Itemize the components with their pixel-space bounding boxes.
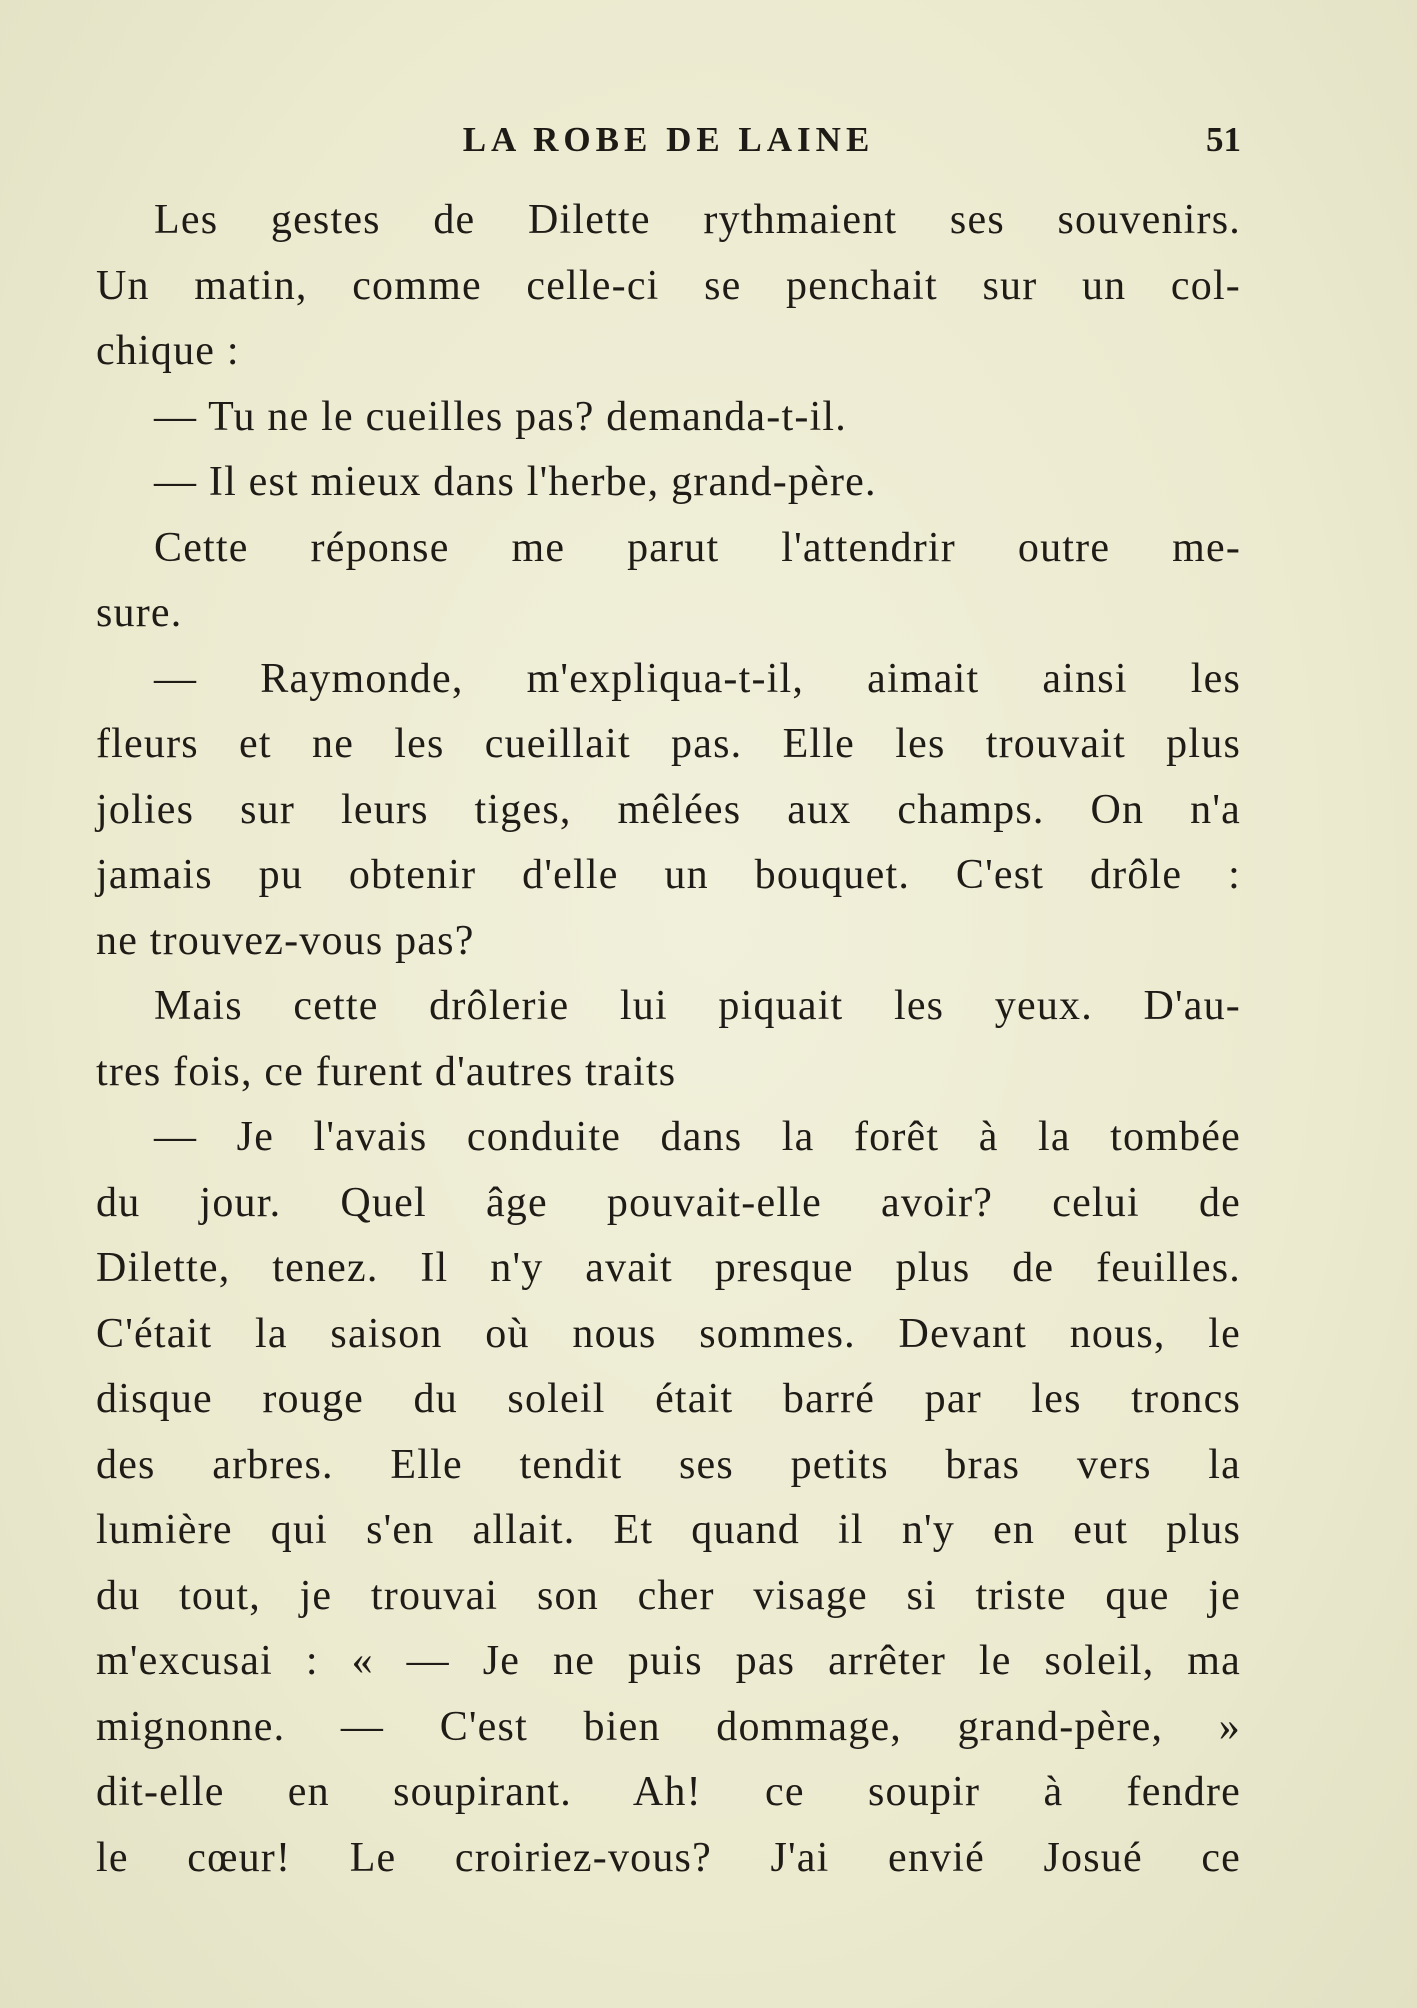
text-line: Mais cette drôlerie lui piquait les yeux. D'au-: [154, 983, 1241, 1029]
text-line: jolies sur leurs tiges, mêlées aux champs. On n'a: [96, 786, 1241, 833]
body-text: [96, 188, 1241, 1891]
text-line: — Tu ne le cueilles pas? demanda-t-il.: [154, 393, 847, 440]
text-line: C'était la saison où nous sommes. Devant nous, le: [96, 1310, 1241, 1357]
text-line: sure.: [96, 590, 183, 636]
text-line: lumière qui s'en allait. Et quand il n'y en eut plus: [96, 1507, 1241, 1553]
text-line: mignonne. — C'est bien dommage, grand-père, »: [96, 1703, 1241, 1750]
text-line: du jour. Quel âge pouvait-elle avoir? celui de: [96, 1179, 1241, 1226]
text-line: — Il est mieux dans l'herbe, grand-père.: [154, 459, 877, 505]
text-line: du tout, je trouvai son cher visage si triste que je: [96, 1572, 1241, 1619]
text-line: chique :: [96, 328, 240, 374]
text-line: ne trouvez-vous pas?: [96, 917, 475, 964]
text-line: Un matin, comme celle-ci se penchait sur un col-: [96, 262, 1241, 309]
text-line: m'excusai : « — Je ne puis pas arrêter le soleil, ma: [96, 1638, 1241, 1684]
page-header: [96, 112, 1241, 168]
text-line: jamais pu obtenir d'elle un bouquet. C'est drôle :: [96, 852, 1241, 898]
text-line: Cette réponse me parut l'attendrir outre me-: [154, 524, 1241, 571]
text-line: — Je l'avais conduite dans la forêt à la tombée: [154, 1114, 1241, 1160]
text-line: fleurs et ne les cueillait pas. Elle les trouvait plus: [96, 721, 1241, 767]
text-line: des arbres. Elle tendit ses petits bras vers la: [96, 1441, 1241, 1488]
text-line: Dilette, tenez. Il n'y avait presque plus de feuilles.: [96, 1245, 1241, 1291]
text-line: tres fois, ce furent d'autres traits: [96, 1048, 677, 1095]
text-line: le cœur! Le croiriez-vous? J'ai envié Josué ce: [96, 1834, 1241, 1881]
page-number: 51: [1206, 120, 1241, 159]
text-line: Les gestes de Dilette rythmaient ses souvenirs.: [154, 197, 1241, 243]
text-line: disque rouge du soleil était barré par les troncs: [96, 1376, 1241, 1422]
text-line: — Raymonde, m'expliqua-t-il, aimait ainsi les: [154, 655, 1241, 702]
text-line: dit-elle en soupirant. Ah! ce soupir à fendre: [96, 1769, 1241, 1815]
running-title: LA ROBE DE LAINE: [462, 120, 875, 159]
